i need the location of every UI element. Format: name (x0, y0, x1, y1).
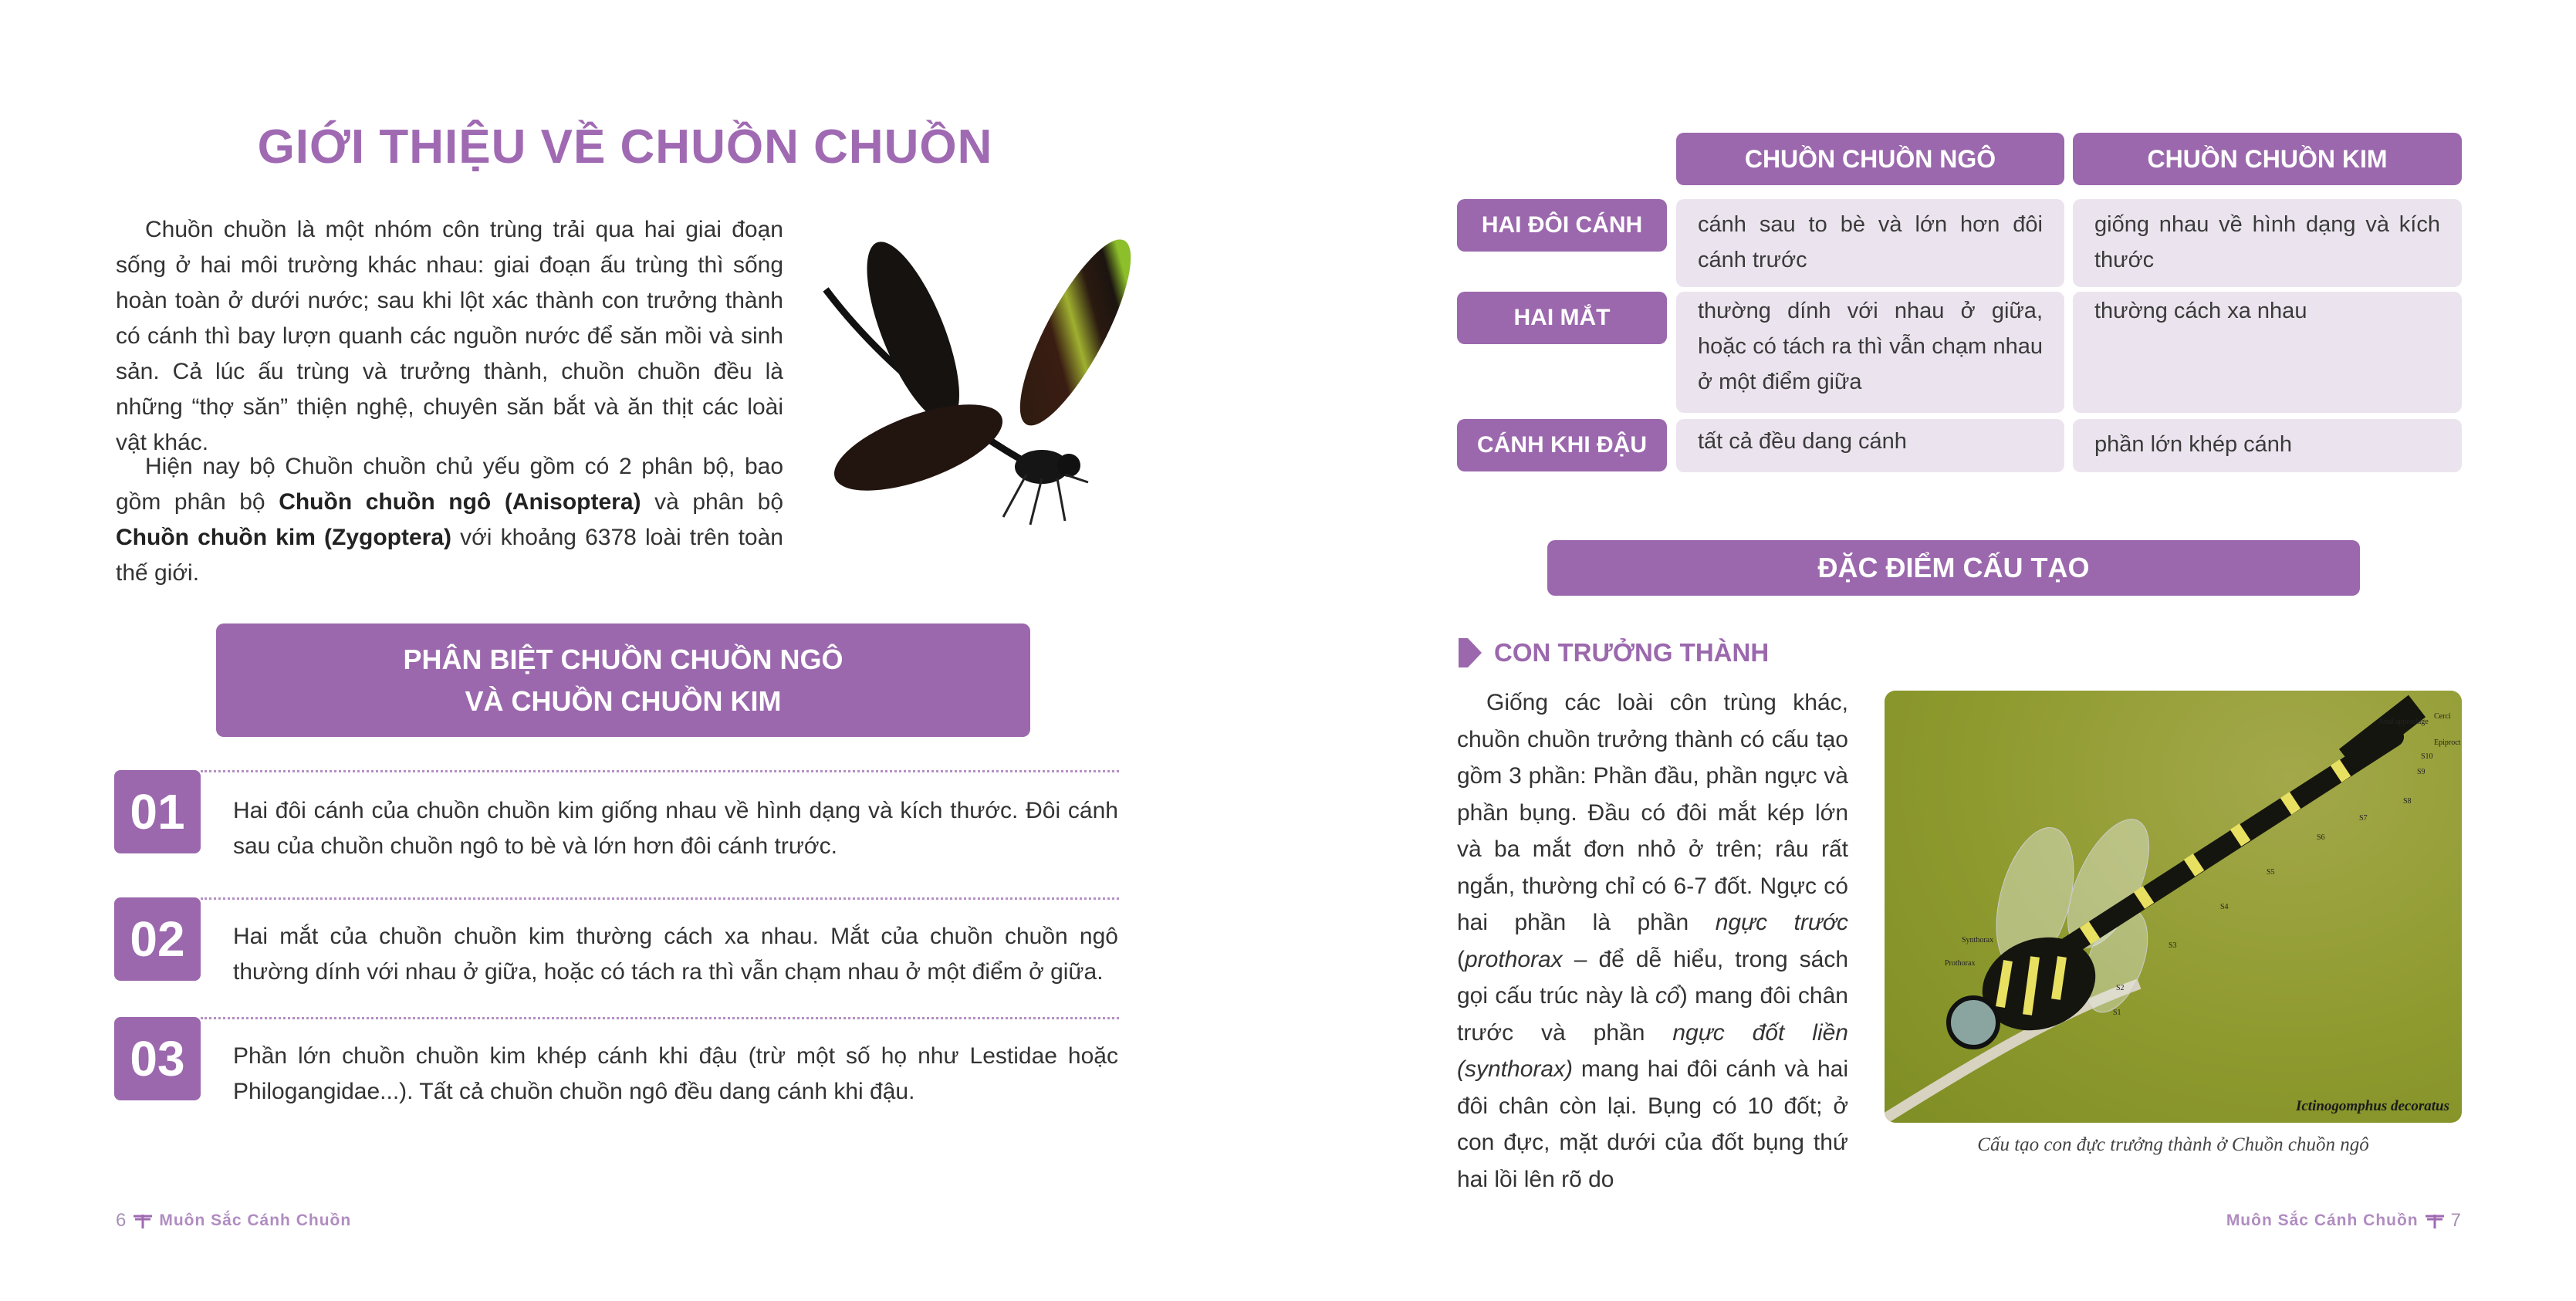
term: ngực đốt liền (synthorax) (1457, 1019, 1848, 1082)
text: – để dễ hiểu, trong sách gọi cấu trúc này là (1457, 946, 1848, 1009)
dragonfly-photo-drawing (1885, 691, 2462, 1123)
dragonfly-icon (2425, 1212, 2445, 1229)
book-title: Muôn Sắc Cánh Chuồn (2226, 1211, 2419, 1229)
book-title: Muôn Sắc Cánh Chuồn (159, 1211, 352, 1229)
text: mang hai đôi cánh và hai đôi chân còn lại. Bụng có 10 đốt; ở con đực, mặt dưới của đốt bụng thứ hai lồi lên rõ do (1457, 1056, 1848, 1192)
table-cell: cánh sau to bè và lớn hơn đôi cánh trước (1676, 199, 2064, 287)
row-label: HAI MẮT (1457, 292, 1667, 344)
photo-label: Synthorax (1962, 936, 1994, 944)
list-item (114, 1017, 1118, 1104)
photo-label: Epiproct (2434, 738, 2461, 747)
term: prothorax (1465, 946, 1563, 972)
page-number: 7 (2450, 1210, 2462, 1231)
photo-label: S6 (2317, 833, 2325, 842)
item-text: Hai đôi cánh của chuồn chuồn kim giống nhau về hình dạng và kích thước. Đôi cánh sau của chuồn chuồn ngô to bè và lớn hơn đôi cánh trước. (233, 798, 1118, 859)
triangle-marker-icon (1457, 637, 1483, 669)
text: Giống các loài côn trùng khác, chuồn chuồn trưởng thành có cấu tạo gồm 3 phần: Phần đầu, phần ngực và phần bụng. Đầu có đôi mắt kép lớn và ba mắt đơn nhỏ ở trên; râu rất ngắn, thường chỉ có 6-7 đốt. Ngực có hai phần là phần (1457, 690, 1848, 935)
table-cell: tất cả đều dang cánh (1676, 419, 2064, 472)
banner-line: PHÂN BIỆT CHUỒN CHUỒN NGÔ (403, 644, 843, 675)
item-number: 03 (114, 1017, 201, 1100)
text: và phân bộ (641, 489, 783, 515)
adult-structure-paragraph (1457, 684, 1848, 1198)
photo-label: S5 (2267, 868, 2275, 877)
subheading-text: CON TRƯỞNG THÀNH (1494, 638, 1770, 667)
photo-label: Cerci (2434, 712, 2451, 721)
table-header-kim: CHUỒN CHUỒN KIM (2073, 133, 2462, 185)
text: Hiện nay bộ Chuồn chuồn chủ yếu gồm có 2 phân bộ, bao gồm phân bộ (116, 454, 783, 515)
species-name: Ictinogomphus decoratus (2295, 1098, 2449, 1114)
text: với khoảng 6378 loài trên toàn thế giới. (116, 525, 783, 586)
term: ngực trước (1715, 910, 1848, 935)
anisoptera-term: Chuồn chuồn ngô (Anisoptera) (279, 489, 641, 515)
term: cổ (1655, 983, 1680, 1009)
item-number: 01 (114, 770, 201, 853)
photo-label: Prothorax (1945, 959, 1976, 968)
suborders-paragraph (116, 449, 783, 591)
dragonfly-icon (133, 1212, 153, 1229)
item-number: 02 (114, 897, 201, 981)
anatomy-photo (1885, 691, 2462, 1123)
text: ) mang đôi chân trước và phần (1457, 983, 1848, 1046)
text: ( (1457, 946, 1465, 972)
item-text: Phần lớn chuồn chuồn kim khép cánh khi đậu (trừ một số họ như Lestidae hoặc Philogangidae...). Tất cả chuồn chuồn ngô đều dang cánh khi đậu. (233, 1043, 1118, 1104)
row-label: CÁNH KHI ĐẬU (1457, 419, 1667, 471)
table-cell: phần lớn khép cánh (2073, 419, 2462, 472)
zygoptera-term: Chuồn chuồn kim (Zygoptera) (116, 525, 451, 550)
footer-right (2226, 1210, 2462, 1232)
photo-label: S8 (2403, 797, 2412, 806)
photo-caption: Cấu tạo con đực trưởng thành ở Chuồn chuồn ngô (1977, 1134, 2369, 1155)
subheading (1457, 637, 1769, 669)
list-item (114, 897, 1118, 985)
intro-paragraph: Chuồn chuồn là một nhóm côn trùng trải qua hai giai đoạn sống ở hai môi trường khác nhau: giai đoạn ấu trùng thì sống hoàn toàn ở dưới nước; sau khi lột xác thành con trưởng thành có cánh thì bay lượn quanh các nguồn nước để săn mồi và sinh sản. Cả lúc ấu trùng và trưởng thành, chuồn chuồn đều là những “thợ săn” thiện nghệ, chuyên săn bắt và ăn thịt các loài vật khác. (116, 217, 783, 455)
item-text: Hai mắt của chuồn chuồn kim thường cách xa nhau. Mắt của chuồn chuồn ngô thường dính với nhau ở giữa, hoặc có tách ra thì vẫn chạm nhau ở một điểm ở giữa. (233, 924, 1118, 985)
photo-label: S4 (2220, 903, 2229, 911)
photo-label: Anal appendage (2378, 718, 2429, 726)
photo-label: S9 (2417, 768, 2426, 776)
table-cell: thường dính với nhau ở giữa, hoặc có tách ra thì vẫn chạm nhau ở một điểm giữa (1676, 292, 2064, 413)
page-number: 6 (116, 1210, 127, 1231)
footer-left (116, 1210, 351, 1232)
photo-label: S7 (2359, 814, 2368, 823)
distinguish-banner (216, 623, 1030, 737)
table-cell: thường cách xa nhau (2073, 292, 2462, 413)
damselfly-image (810, 220, 1134, 529)
photo-label: S2 (2116, 984, 2125, 992)
photo-label: S3 (2169, 941, 2177, 950)
row-label: HAI ĐÔI CÁNH (1457, 199, 1667, 252)
table-cell: giống nhau về hình dạng và kích thước (2073, 199, 2462, 287)
table-header-ngo: CHUỒN CHUỒN NGÔ (1676, 133, 2064, 185)
structure-banner: ĐẶC ĐIỂM CẤU TẠO (1547, 540, 2360, 596)
photo-label: S1 (2113, 1009, 2121, 1017)
list-item (114, 770, 1118, 859)
page-title: GIỚI THIỆU VỀ CHUỒN CHUỒN (257, 120, 993, 174)
banner-line: VÀ CHUỒN CHUỒN KIM (465, 685, 782, 717)
photo-label: S10 (2421, 752, 2433, 761)
